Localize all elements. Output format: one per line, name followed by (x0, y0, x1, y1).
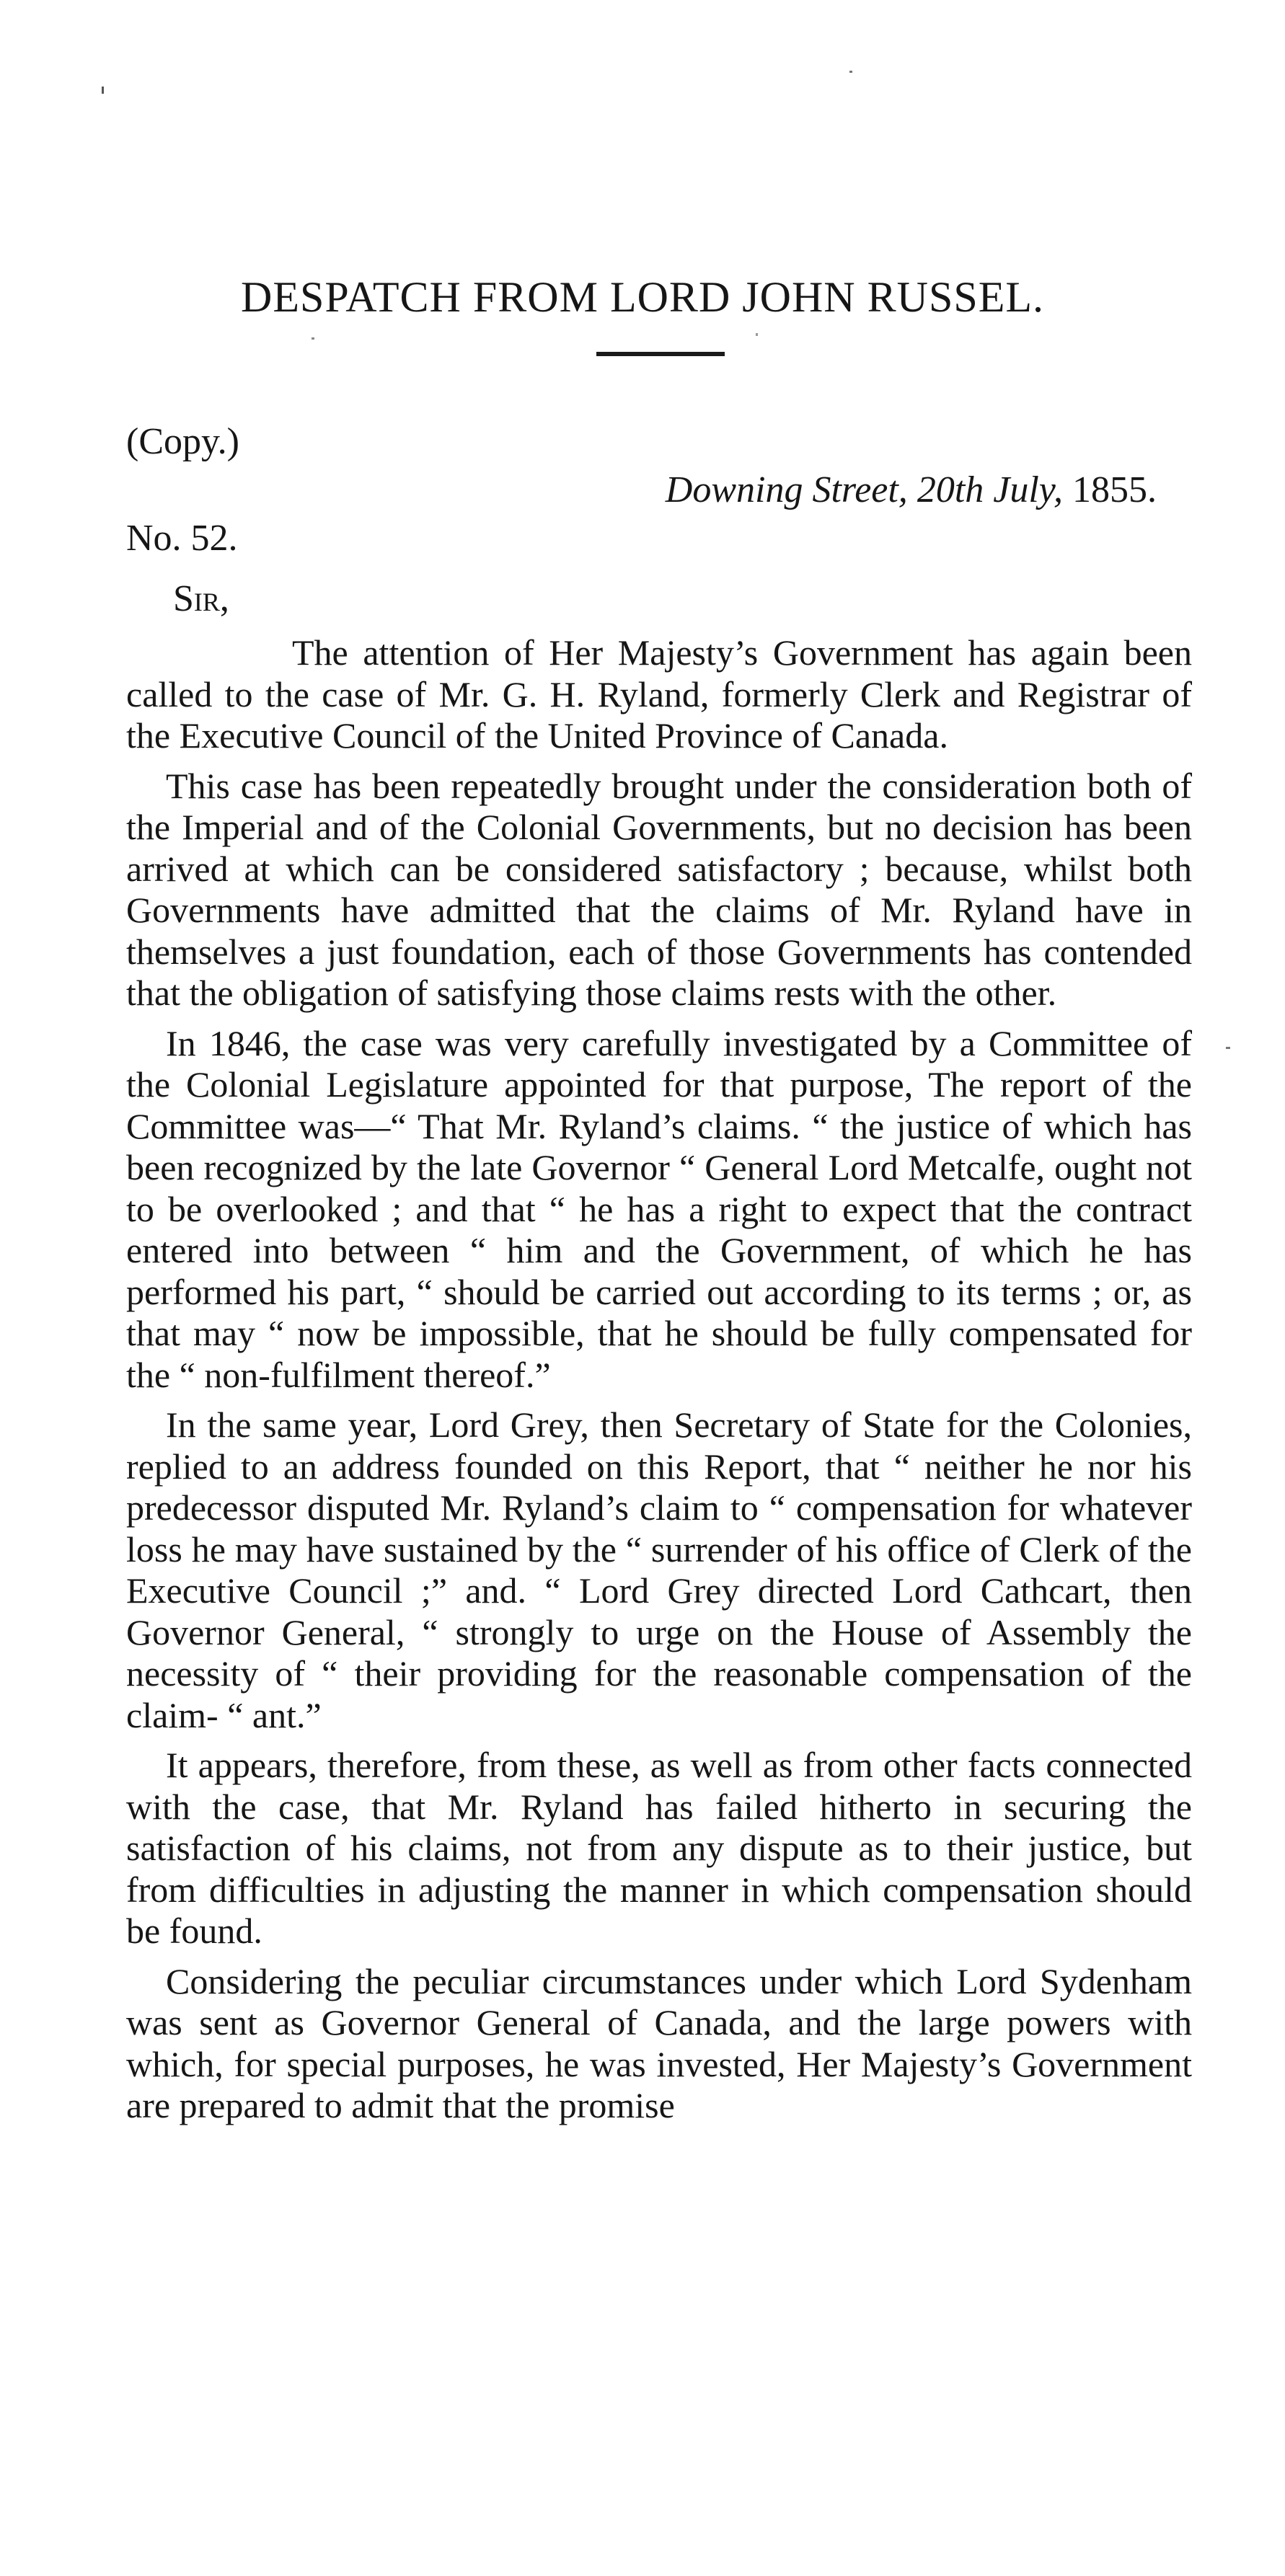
page-title: DESPATCH FROM LORD JOHN RUSSEL. (240, 273, 1045, 321)
dateline-place: Downing Street, (665, 469, 908, 510)
paragraph-4: In the same year, Lord Grey, then Secretary of State for the Colonies, replied to an address founded on this Report, that “ neither he nor his predecessor disputed Mr. Ryland’s claim to “ compensation for whatever loss he may have sustained by the “ surrender of his office of Clerk of the Executive Council ;” and. “ Lord Grey directed Lord Cathcart, then Governor General, “ strongly to urge on the House of Assembly the necessity of “ their providing for the reasonable compensation of the claim- “ ant.” (126, 1404, 1192, 1735)
paragraph-2: This case has been repeatedly brought under the consideration both of the Imperial and of the Colonial Governments, but no decision has been arrived at which can be considered satisfactory ; because, whilst both Governments have admitted that the claims of Mr. Ryland have in themselves a just foundation, each of those Governments has contended that the obligation of satisfying those claims rests with the other. (126, 765, 1192, 1013)
dateline-date: 20th July, (917, 469, 1063, 510)
salutation: Sir, (173, 578, 229, 619)
paragraph-5: It appears, therefore, from these, as well as from other facts connected with the case, that Mr. Ryland has failed hitherto in securing the satisfaction of his claims, not from any dispute as to their justice, but from difficulties in adjusting the manner in which compensation should be found. (126, 1745, 1192, 1951)
copy-label: (Copy.) (126, 421, 239, 462)
despatch-number: No. 52. (126, 518, 238, 559)
dateline-year: 1855. (1072, 469, 1157, 510)
paragraph-6: Considering the peculiar circumstances under which Lord Sydenham was sent as Governor General of Canada, and the large powers with which, for special purposes, he was invested, Her Majesty’s Government are prepared to admit that the promise (126, 1960, 1192, 2125)
paragraph-3: In 1846, the case was very carefully investigated by a Committee of the Colonial Legislature appointed for that purpose, The report of the Committee was—“ That Mr. Ryland’s claims. “ the justice of which has been recognized by the late Governor “ General Lord Metcalfe, ought not to be overlooked ; and that “ he has a right to expect that the contract entered into between “ him and the Government, of which he has performed his part, “ should be carried out according to its terms ; or, as that may “ now be impossible, that he should be fully compensated for the “ non-fulfilment thereof.” (126, 1022, 1192, 1395)
paragraph-1: The attention of Her Majesty’s Government has again been called to the case of Mr. G. H. Ryland, formerly Clerk and Registrar of the Executive Council of the United Province of Canada. (126, 632, 1192, 756)
